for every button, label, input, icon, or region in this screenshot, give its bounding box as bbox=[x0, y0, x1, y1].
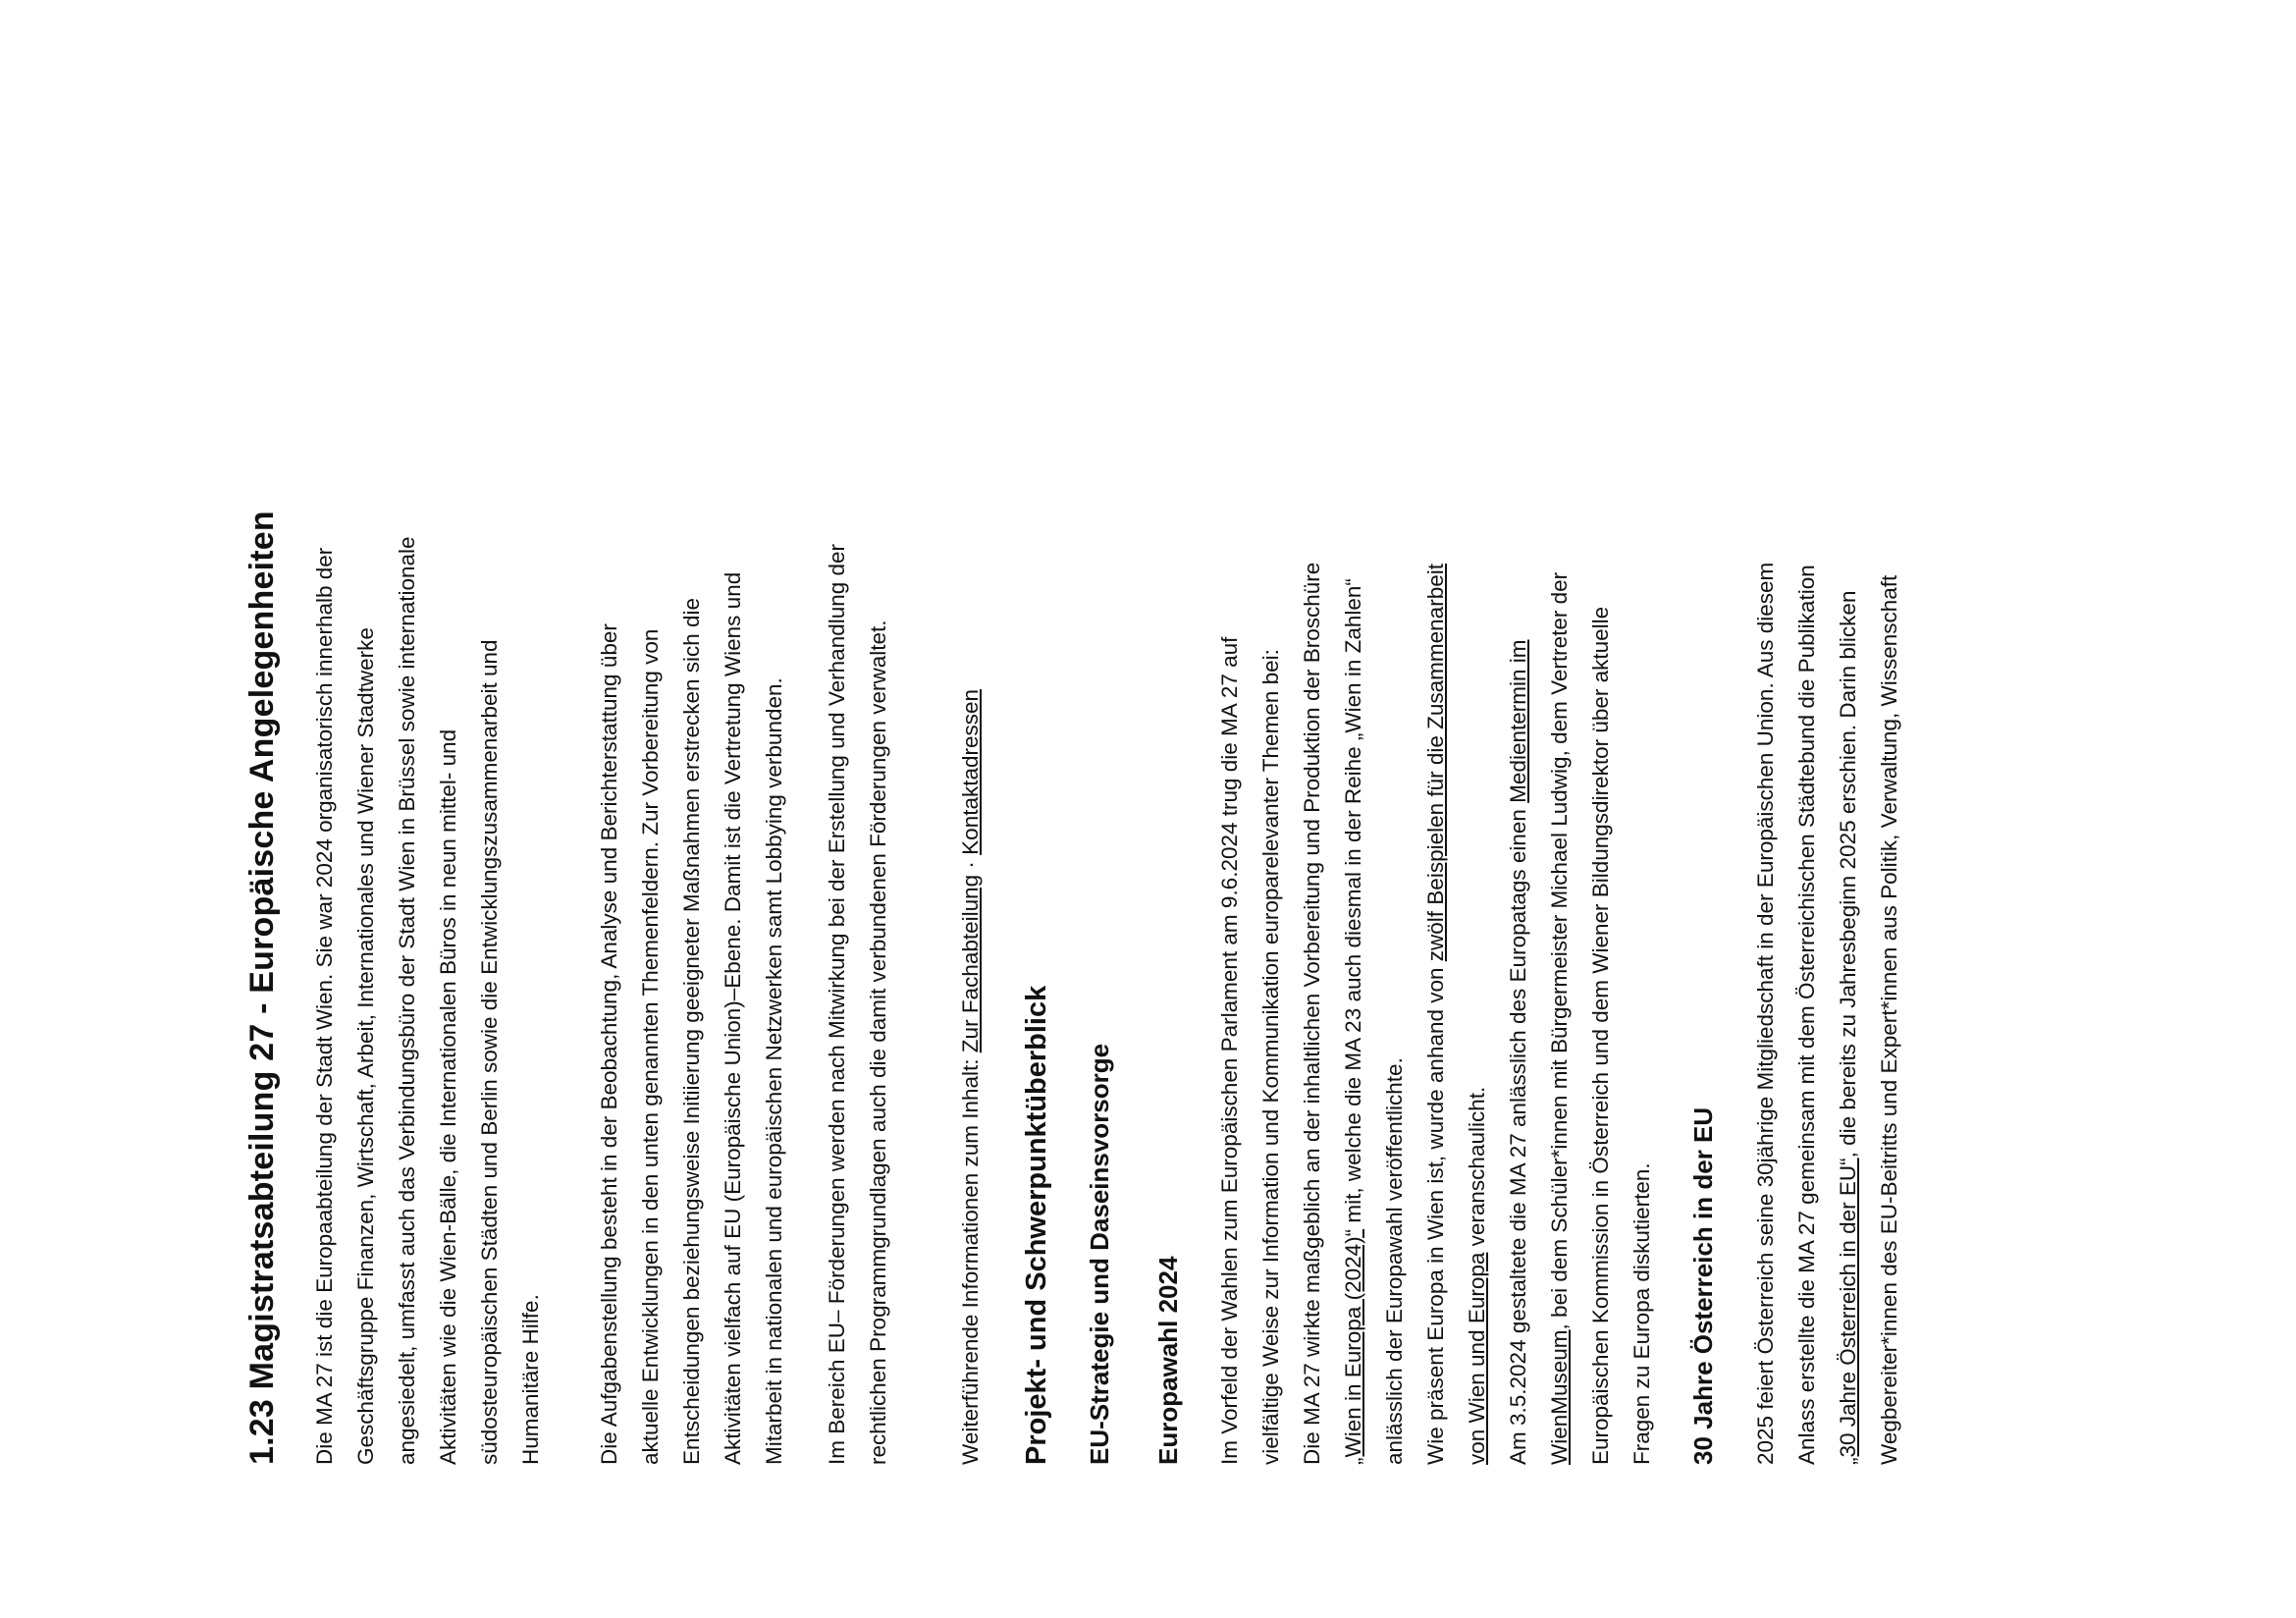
text-span: veranschaulicht. bbox=[1465, 1086, 1489, 1253]
section-heading-30-years: 30 Jahre Österreich in der EU bbox=[1688, 1106, 1718, 1465]
link-zur-fachabteilung[interactable]: Zur Fachabteilung bbox=[958, 874, 983, 1053]
text-line: Die MA 27 ist die Europaabteilung der Stadt Wien. Sie war 2024 organisatorisch innerhalb der bbox=[312, 547, 337, 1465]
text-line: Geschäftsgruppe Finanzen, Wirtschaft, Arbeit, Internationales und Wiener Stadtwerke bbox=[353, 627, 378, 1465]
text-line: 2025 feiert Österreich seine 30jährige Mitgliedschaft in der Europäischen Union. Aus diesem bbox=[1753, 562, 1778, 1465]
text-line: Im Bereich EU– Förderungen werden nach Mitwirkung bei der Erstellung und Verhandlung der bbox=[825, 543, 849, 1465]
text-span: Am 3.5.2024 gestaltete die MA 27 anlässlich des Europatags einen bbox=[1506, 802, 1530, 1465]
text-line: Entscheidungen beziehungsweise Initiierung geeigneter Maßnahmen erstrecken sich die bbox=[679, 597, 704, 1465]
link-wien-in-europa[interactable]: „Wien in Europa (2024)“ bbox=[1341, 1228, 1365, 1465]
text-line: südosteuropäischen Städten und Berlin sowie die Entwicklungszusammenarbeit und bbox=[477, 639, 502, 1465]
text-span: , bei dem Schüler*innen mit Bürgermeister Michael Ludwig, dem Vertreter der bbox=[1547, 571, 1572, 1330]
text-line: Aktivitäten wie die Wien-Bälle, die Internationalen Büros in neun mittel- und bbox=[436, 728, 460, 1465]
text-line bbox=[1506, 640, 1531, 1466]
text-line: Humanitäre Hilfe. bbox=[518, 1294, 543, 1465]
page-title: 1.23 Magistratsabteilung 27 - Europäische Angelegenheiten bbox=[243, 511, 281, 1465]
link-medientermin[interactable]: Medientermin im bbox=[1506, 639, 1530, 803]
text-line: Im Vorfeld der Wahlen zum Europäischen Parlament am 9.6.2024 trug die MA 27 auf bbox=[1217, 636, 1242, 1465]
text-line: anlässlich der Europawahl veröffentlichte. bbox=[1382, 1057, 1407, 1465]
text-line: angesiedelt, umfasst auch das Verbindungsbüro der Stadt Wien in Brüssel sowie internationale bbox=[395, 536, 419, 1465]
text-line: Europäischen Kommission in Österreich und dem Wiener Bildungsdirektor über aktuelle bbox=[1588, 606, 1613, 1465]
link-zwoelf-beispielen[interactable]: zwölf Beispielen für die Zusammenarbeit bbox=[1423, 564, 1448, 962]
text-line: Wegbereiter*innen des EU-Beitritts und Expert*innen aus Politik, Verwaltung, Wissenschaft bbox=[1877, 574, 1901, 1465]
section-heading-projects: Projekt- und Schwerpunktüberblick bbox=[1021, 985, 1052, 1465]
more-info-label: Weiterführende Informationen zum Inhalt: bbox=[958, 1052, 983, 1465]
text-line: Mitarbeit in nationalen und europäischen Netzwerken samt Lobbying verbunden. bbox=[762, 677, 786, 1465]
more-info-line bbox=[958, 689, 984, 1465]
link-wien-und-europa[interactable]: von Wien und Europa bbox=[1465, 1252, 1489, 1465]
text-line: Anlass erstellte die MA 27 gemeinsam mit dem Österreichischen Städtebund die Publikation bbox=[1794, 565, 1819, 1465]
text-line: Fragen zu Europa diskutierten. bbox=[1629, 1162, 1654, 1465]
document-page bbox=[187, 187, 2140, 1483]
section-heading-election: Europawahl 2024 bbox=[1153, 1256, 1183, 1465]
text-line: vielfältige Weise zur Information und Kommunikation europarelevanter Themen bei: bbox=[1258, 649, 1283, 1465]
text-line: rechtlichen Programmgrundlagen auch die damit verbundenen Förderungen verwaltet. bbox=[866, 620, 890, 1465]
text-line bbox=[1547, 572, 1573, 1465]
text-line bbox=[1465, 1087, 1490, 1465]
text-span: , die bereits zu Jahresbeginn 2025 erschien. Darin blicken bbox=[1836, 590, 1860, 1159]
text-span: Wie präsent Europa in Wien ist, wurde anhand von bbox=[1423, 961, 1448, 1465]
text-line: aktuelle Entwicklungen in den unten genannten Themenfeldern. Zur Vorbereitung von bbox=[638, 628, 663, 1465]
separator-dot: · bbox=[958, 854, 983, 875]
text-line bbox=[1836, 591, 1861, 1465]
text-span: mit, welche die MA 23 auch diesmal in der Reihe „Wien in Zahlen“ bbox=[1341, 578, 1365, 1229]
link-kontaktadressen[interactable]: Kontaktadressen bbox=[958, 688, 983, 855]
text-line: Die Aufgabenstellung besteht in der Beobachtung, Analyse und Berichterstattung über bbox=[597, 623, 621, 1465]
section-heading-strategy: EU-Strategie und Daseinsvorsorge bbox=[1085, 1043, 1114, 1465]
link-wienmuseum[interactable]: WienMuseum bbox=[1547, 1329, 1572, 1465]
text-line bbox=[1423, 564, 1449, 1465]
text-line: Aktivitäten vielfach auf EU (Europäische Union)–Ebene. Damit ist die Vertretung Wiens und bbox=[721, 571, 745, 1465]
text-line: Die MA 27 wirkte maßgeblich an der inhaltlichen Vorbereitung und Produktion der Broschüre bbox=[1300, 562, 1324, 1465]
text-line bbox=[1341, 578, 1366, 1465]
link-30-jahre-publikation[interactable]: „30 Jahre Österreich in der EU“ bbox=[1836, 1158, 1860, 1465]
